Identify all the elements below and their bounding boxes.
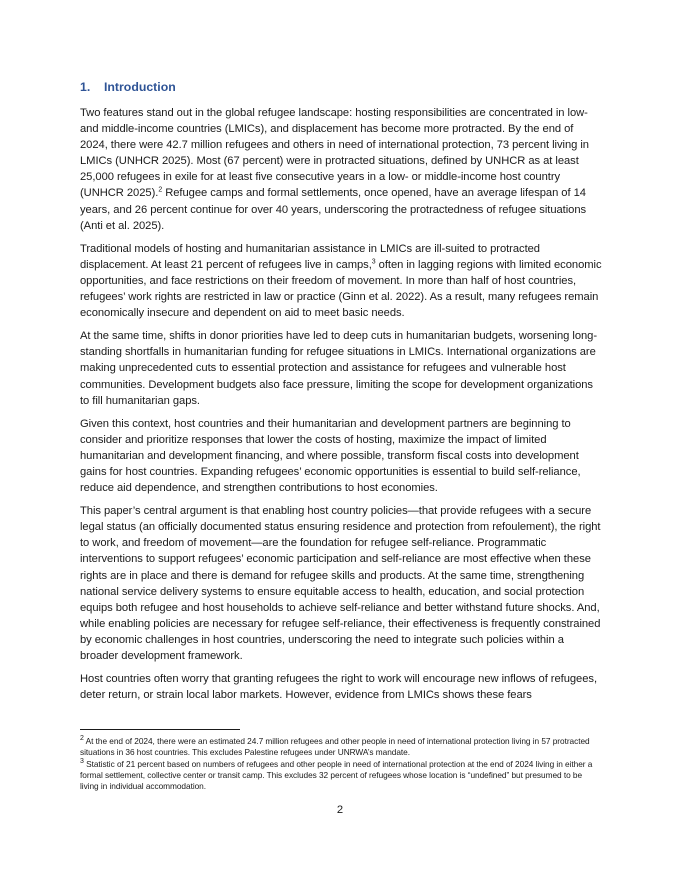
footnote-mark: 3 [80,757,84,765]
paragraph-text-cont: often in lagging regions with limited economic opportunities, and face restrictions on their freedom of movement. In more than half of host countries, refugees’ work rights are restricted in law or practice (Ginn et al. 2022). As a result, many refugees remain economically insecure and dependent on aid to meet basic needs. [80,258,602,320]
document-body [80,79,602,710]
footnote-ref-2[interactable]: 2 [158,186,163,194]
paragraph-text-cont: Refugee camps and formal settlements, once opened, have an average lifespan of 14 years, and 26 percent continue for over 40 years, underscoring the protractedness of refugee situations (Anti et al. 2025). [80,187,587,232]
paragraph-text: Traditional models of hosting and humanitarian assistance in LMICs are ill-suited to protracted displacement. At least 21 percent of refugees live in camps, [80,242,540,271]
footnote-2 [80,736,602,759]
paragraph-1 [80,105,602,234]
footnote-text: At the end of 2024, there were an estimated 24.7 million refugees and other people in need of international protection living in 57 protracted situations in 36 host countries. This excludes Palestine refugees under UNRWA’s mandate. [80,736,590,758]
footnote-ref-3[interactable]: 3 [371,258,376,266]
section-title: Introduction [104,80,176,94]
footnotes [80,736,602,792]
footnote-text: Statistic of 21 percent based on numbers of refugees and other people in need of international protection at the end of 2024 living in either a formal settlement, collective center or transit camp. This excludes 32 percent of refugees whose location is “undefined” but presumed to be living in individual accommodation. [80,758,593,792]
section-heading [80,79,602,96]
section-number: 1. [80,80,91,94]
footnote-mark: 2 [80,735,84,743]
paragraph-text: Two features stand out in the global refugee landscape: hosting responsibilities are concentrated in low- and middle-income countries (LMICs), and displacement has become more protracted. By the end of 2024, there were 42.7 million refugees and others in need of international protection, 73 percent living in LMICs (UNHCR 2025). Most (67 percent) were in protracted situations, defined by UNHCR as at least 25,000 refugees in exile for at least five consecutive years in a low- or middle-income host country (UNHCR 2025). [80,107,589,200]
paragraph-4: Given this context, host countries and their humanitarian and development partners are beginning to consider and prioritize responses that lower the costs of hosting, maximize the impact of limited humanitarian and development financing, and where possible, transform fiscal costs into development gains for host countries. Expanding refugees’ economic opportunities is essential to build self-reliance, reduce aid dependence, and strengthen contributions to host economies. [80,417,581,495]
paragraph-2 [80,241,602,321]
footnote-divider [80,729,240,730]
footnote-3 [80,759,602,793]
paragraph-3: At the same time, shifts in donor priorities have led to deep cuts in humanitarian budgets, worsening long-standing shortfalls in humanitarian funding for refugee situations in LMICs. International organizations are making unprecedented cuts to essential protection and assistance for refugees and vulnerable host communities. Development budgets also face pressure, limiting the scope for development organizations to fill humanitarian gaps. [80,330,598,407]
paragraph-5: This paper’s central argument is that enabling host country policies—that provide refugees with a secure legal status (an officially documented status ensuring residence and protection from refoulement), the right to work, and freedom of movement—are the foundation for refugee self-reliance. Programmatic interventions to support refugees’ economic participation and self-reliance are most effective when these rights are in place and there is demand for refugee skills and products. At the same time, strengthening national service delivery systems to ensure equitable access to health, education, and social protection equips both refugee and host households to achieve self-reliance and better withstand future shocks. And, while enabling policies are necessary for refugee self-reliance, their effectiveness is frequently constrained by economic challenges in host countries, underscoring the need to integrate such policies within a broader development framework. [80,505,601,662]
paragraph-6: Host countries often worry that granting refugees the right to work will encourage new inflows of refugees, deter return, or strain local labor markets. However, evidence from LMICs shows these fears [80,673,598,702]
page-number: 2 [336,804,344,816]
